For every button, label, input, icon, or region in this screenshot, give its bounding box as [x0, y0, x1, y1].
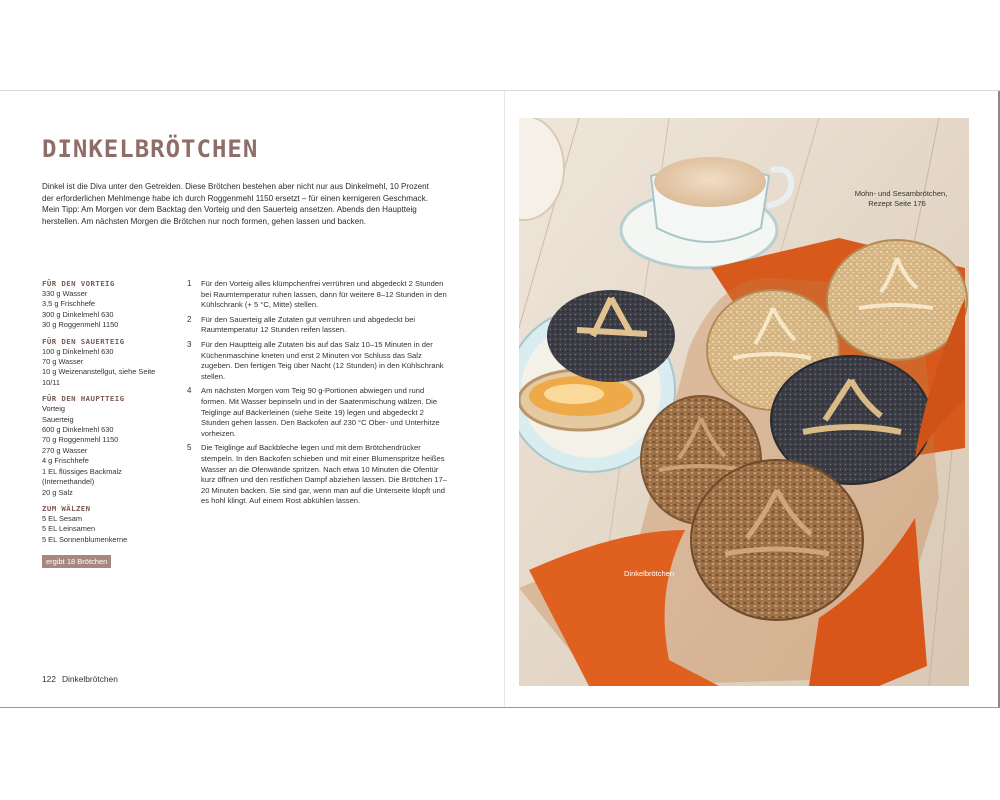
right-page [505, 91, 1000, 707]
ingredient-item: 600 g Dinkelmehl 630 [42, 425, 114, 435]
photo-caption-top: Mohn- und Sesambrötchen, [854, 189, 948, 198]
method-steps [187, 279, 447, 511]
ingredient-item: 70 g Roggenmehl 1150 [42, 435, 119, 445]
ingredient-item: 30 g Roggenmehl 1150 [42, 320, 119, 330]
ingredient-list [42, 514, 172, 545]
ingredient-group-vorteig [42, 279, 172, 331]
page-number: 122 [42, 674, 56, 684]
method-step [187, 386, 447, 439]
ingredient-group-hauptteig [42, 394, 172, 498]
spelt-bun [691, 460, 863, 620]
ingredient-item: 3,5 g Frischhefe [42, 299, 95, 309]
ingredient-item: 1 EL flüssiges Backmalz (Internethandel) [42, 466, 122, 487]
intro-tip: Mein Tipp: Am Morgen vor dem Backtag den Vorteig und den Sauerteig ansetzen. Abends den Hauptteig herstellen. Am nächsten Morgen die Brötchen nur noch formen, gehen lassen und backen. [42, 205, 417, 226]
step-number: 1 [187, 279, 192, 288]
recipe-intro [42, 181, 432, 227]
bread-photo [519, 118, 969, 686]
milky-tea [654, 157, 766, 207]
yield-badge: ergibt 18 Brötchen [42, 555, 111, 568]
step-text: Für den Vorteig alles klümpchenfrei verrühren und abgedeckt 2 Stunden bei Raumtemperatur ruhen lassen, dann für weitere 8–12 Stunden in den Kühlschrank (+ 5 °C, Mitte) stellen. [201, 279, 447, 310]
ingredient-item: 10 g Weizenanstellgut, siehe Seite 10/11 [42, 367, 156, 387]
method-step [187, 279, 447, 311]
step-number: 4 [187, 386, 192, 396]
ingredient-group-sauerteig [42, 337, 172, 389]
ingredient-item: 4 g Frischhefe [42, 456, 89, 466]
step-number: 2 [187, 314, 192, 324]
step-text: Für den Hauptteig alle Zutaten bis auf das Salz 10–15 Minuten in der Küchenmaschine kneten und erst 2 Minuten vor Schluss das Salz zugeben. Den fertigen Teig über Nacht (12 Stunden) in den Kühlschrank stellen. [201, 339, 444, 381]
ingredient-item: 270 g Wasser [42, 445, 88, 455]
step-text: Am nächsten Morgen vom Teig 90 g-Portionen abwiegen und rund formen. Mit Wasser bepinseln und in der Saatenmischung wälzen. Die Teiglinge auf Bäckerleinen (siehe Seite 19) legen und abgedeckt 2 Stunden gehen lassen. Den Backofen auf 230 °C Ober- und Unterhitze vorheizen. [201, 386, 440, 438]
ingredient-heading: FÜR DEN HAUPTTEIG [42, 394, 125, 404]
ingredient-item: Vorteig [42, 404, 66, 414]
step-number: 5 [187, 443, 192, 453]
ingredient-item: 330 g Wasser [42, 289, 88, 298]
ingredient-item: 5 EL Leinsamen [42, 524, 96, 534]
ingredient-heading: ZUM WÄLZEN [42, 503, 91, 513]
ingredient-list [42, 347, 172, 389]
ingredient-item: 70 g Wasser [42, 357, 84, 367]
ingredient-list [42, 289, 172, 331]
running-title: Dinkelbrötchen [61, 674, 118, 684]
method-step [187, 315, 447, 336]
ingredient-item: Sauerteig [42, 414, 74, 424]
book-spread [0, 90, 1000, 708]
page-footer [42, 674, 118, 684]
ingredient-list [42, 404, 172, 498]
left-page [0, 91, 504, 707]
butter [544, 384, 604, 404]
ingredient-item: 300 g Dinkelmehl 630 [42, 309, 114, 319]
recipe-title: DINKELBRÖTCHEN [42, 135, 259, 163]
step-number: 3 [187, 339, 192, 349]
step-text: Für den Sauerteig alle Zutaten gut verrühren und abgedeckt bei Raumtemperatur 12 Stunden reifen lassen. [201, 314, 416, 335]
ingredient-item: 5 EL Sesam [42, 513, 82, 523]
ingredient-item: 100 g Dinkelmehl 630 [42, 346, 114, 356]
ingredient-item: 5 EL Sonnenblumenkerne [42, 534, 128, 544]
ingredient-heading: FÜR DEN VORTEIG [42, 279, 115, 288]
intro-paragraph: Dinkel ist die Diva unter den Getreiden. Diese Brötchen bestehen aber nicht nur aus Dinkelmehl, 10 Prozent der erforderlichen Mehlmenge habe ich durch Roggenmehl 1150 ersetzt – für einen kernigeren Geschmack. [42, 182, 429, 203]
ingredient-group-waelzen [42, 504, 172, 545]
method-step [187, 340, 447, 382]
photo-caption-top-ref: Rezept Seite 176 [868, 199, 926, 208]
step-text: Die Teiglinge auf Backbleche legen und mit dem Brötchendrücker stempeln. In den Backofen schieben und mit einer Blumenspritze heißes Wasser an die Ofenwände spritzen. Nach etwa 10 Minuten die Ofentür kurz öffnen und den restlichen Dampf abziehen lassen. Die Brötchen 17–20 Minuten backen. Sie sind gar, wenn man auf die Unterseite klopft und es hohl klingt. Auf einem Rost abkühlen lassen. [201, 443, 447, 506]
ingredient-item: 20 g Salz [42, 487, 73, 497]
ingredients-column [42, 279, 172, 569]
photo-caption-bottom: Dinkelbrötchen [623, 569, 675, 578]
method-step [187, 443, 447, 507]
ingredient-heading: FÜR DEN SAUERTEIG [42, 336, 125, 346]
